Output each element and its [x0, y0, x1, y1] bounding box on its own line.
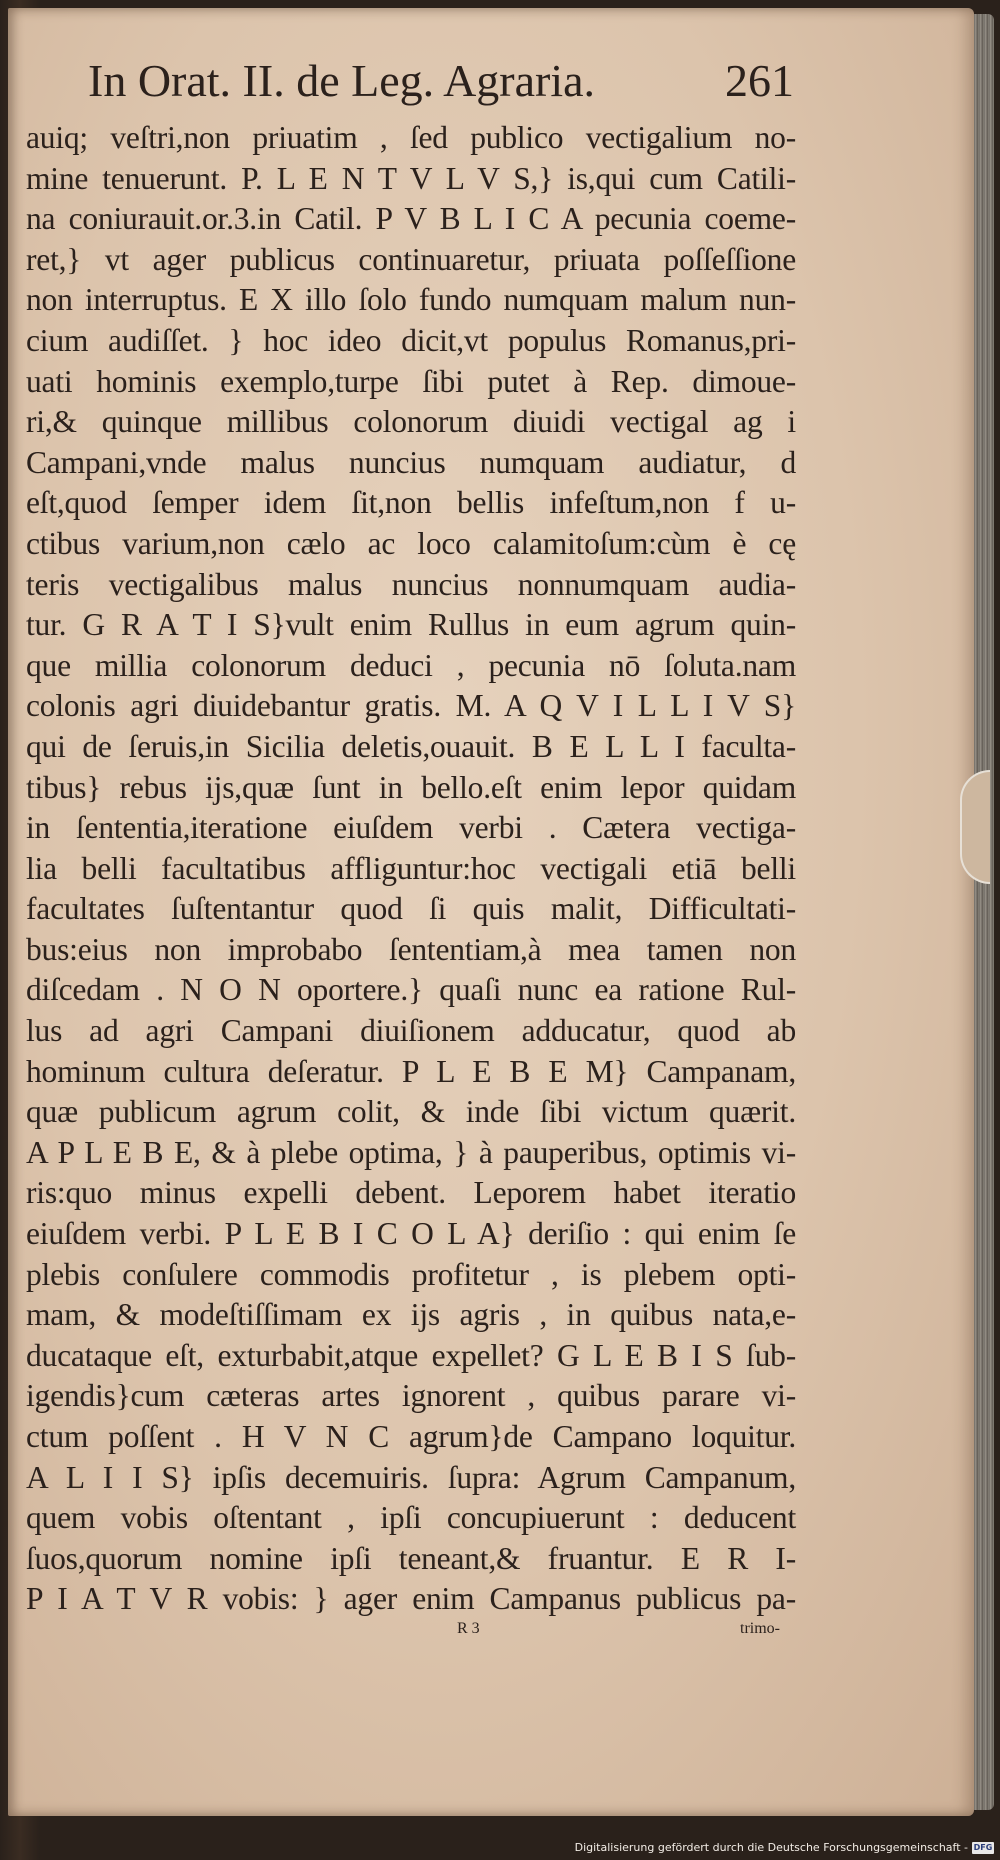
page-footer — [26, 1620, 796, 1660]
digitization-credit — [575, 1841, 994, 1854]
text-line: igendis}cum cæteras artes ignorent , quibus parare vi- — [26, 1378, 796, 1414]
running-title: In Orat. II. de Leg. Agraria. — [88, 55, 596, 106]
text-line: facultates ſuſtentantur quod ſi quis malit, Difficultati- — [26, 891, 796, 927]
text-line: lia belli facultatibus affliguntur:hoc vectigali etiā belli — [26, 850, 796, 886]
text-line: auiq; veſtri,non priuatim , ſed publico vectigalium no- — [26, 120, 796, 155]
text-line: ctum poſſent . H V N C agrum}de Campano loquitur. — [26, 1419, 796, 1454]
text-line: lus ad agri Campani diuiſionem adducatur, quod ab — [26, 1013, 796, 1049]
page-edges — [974, 14, 994, 1810]
page-text-block — [26, 50, 796, 1660]
text-line: quæ publicum agrum colit, & inde ſibi victum quærit. — [26, 1094, 796, 1130]
dfg-logo: DFG — [973, 1842, 993, 1852]
text-line: mine tenuerunt. P. L E N T V L V S,} is,qui cum Catili- — [26, 160, 796, 196]
catchword: trimo- — [740, 1619, 780, 1637]
text-line: ſuos,quorum nomine ipſi teneant,& fruantur. E R I- — [26, 1540, 796, 1576]
text-line: tibus} rebus ijs,quæ ſunt in bello.eſt enim lepor quidam — [26, 769, 796, 805]
text-line: eiuſdem verbi. P L E B I C O L A} deriſio : qui enim ſe — [26, 1216, 796, 1252]
text-line: quem vobis oſtentant , ipſi concupiuerunt : deducent — [26, 1500, 796, 1536]
text-line: ret,} vt ager publicus continuaretur, priuata poſſeſſione — [26, 241, 796, 277]
text-line: ducataque eſt, exturbabit,atque expellet? G L E B I S ſub- — [26, 1337, 796, 1373]
text-line: que millia colonorum deduci , pecunia nō ſoluta.nam — [26, 647, 796, 683]
text-line: cium audiſſet. } hoc ideo dicit,vt populus Romanus,pri- — [26, 322, 796, 358]
page-header — [26, 50, 796, 112]
text-line: non interruptus. E X illo ſolo fundo numquam malum nun- — [26, 282, 796, 318]
text-line: ctibus varium,non cælo ac loco calamitoſum:cùm è cę — [26, 525, 796, 561]
text-line: ris:quo minus expelli debent. Leporem habet iteratio — [26, 1175, 796, 1211]
text-line: Campani,vnde malus nuncius numquam audiatur, d — [26, 444, 796, 480]
text-line: hominum cultura deſeratur. P L E B E M} Campanam, — [26, 1053, 796, 1089]
text-line: teris vectigalibus malus nuncius nonnumquam audia- — [26, 566, 796, 602]
page-tab-notch — [960, 770, 990, 884]
text-line: bus:eius non improbabo ſententiam,à mea tamen non — [26, 931, 796, 967]
text-line: tur. G R A T I S}vult enim Rullus in eum agrum quin- — [26, 607, 796, 643]
text-line: in ſententia,iteratione eiuſdem verbi . Cætera vectiga- — [26, 810, 796, 846]
text-line: colonis agri diuidebantur gratis. M. A Q V I L L I V S} — [26, 688, 796, 724]
text-line: A P L E B E, & à plebe optima, } à pauperibus, optimis vi- — [26, 1134, 796, 1170]
page-number: 261 — [725, 55, 794, 106]
text-line: A L I I S} ipſis decemuiris. ſupra: Agrum Campanum, — [26, 1459, 796, 1495]
text-line: P I A T V R vobis: } ager enim Campanus publicus pa- — [26, 1581, 796, 1617]
text-line: qui de ſeruis,in Sicilia deletis,ouauit. B E L L I faculta- — [26, 728, 796, 764]
text-line: diſcedam . N O N oportere.} quaſi nunc ea ratione Rul- — [26, 972, 796, 1008]
text-line: plebis conſulere commodis profitetur , is plebem opti- — [26, 1256, 796, 1292]
text-line: eſt,quod ſemper idem ſit,non bellis infeſtum,non f u- — [26, 485, 796, 521]
body-text — [26, 118, 796, 1620]
text-line: uati hominis exemplo,turpe ſibi putet à Rep. dimoue- — [26, 363, 796, 399]
text-line: mam, & modeſtiſſimam ex ijs agris , in quibus nata,e- — [26, 1297, 796, 1333]
text-line: na coniurauit.or.3.in Catil. P V B L I C A pecunia coeme- — [26, 201, 796, 237]
credit-text: Digitalisierung gefördert durch die Deutsche Forschungsgemeinschaft - — [574, 1841, 968, 1854]
text-line: ri,& quinque millibus colonorum diuidi vectigal ag i — [26, 404, 796, 440]
signature-mark: R 3 — [457, 1619, 480, 1637]
